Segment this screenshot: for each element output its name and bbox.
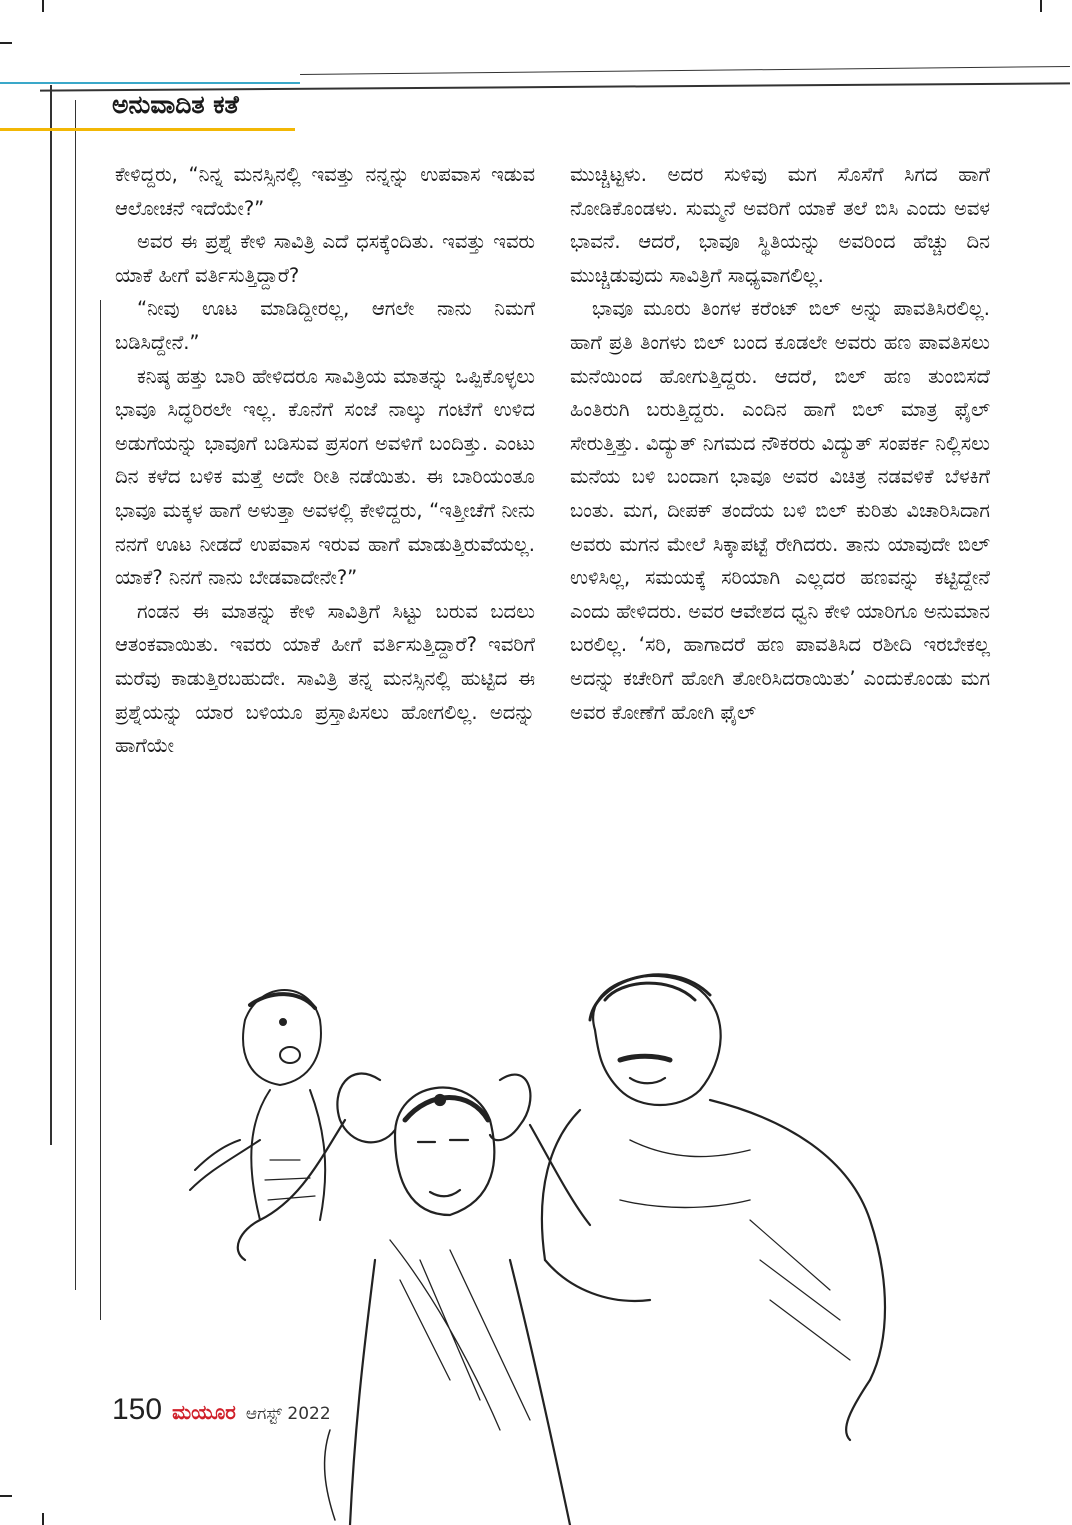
paragraph: ಭಾವೂ ಮೂರು ತಿಂಗಳ ಕರೆಂಟ್ ಬಿಲ್ ಅನ್ನು ಪಾವತಿಸಿರಲಿಲ್ಲ. ಹಾಗೆ ಪ್ರತಿ ತಿಂಗಳು ಬಿಲ್ ಬಂದ ಕೂಡಲೇ ಅವರು ಹಣ ಪಾವತಿಸಲು ಮನೆಯಿಂದ ಹೋಗುತ್ತಿದ್ದರು. ಆದರೆ, ಬಿಲ್ ಹಣ ತುಂಬಿಸದೆ ಹಿಂತಿರುಗಿ ಬರುತ್ತಿದ್ದರು. ಎಂದಿನ ಹಾಗೆ ಬಿಲ್ ಮಾತ್ರ ಫೈಲ್ ಸೇರುತ್ತಿತ್ತು. ವಿದ್ಯುತ್ ನಿಗಮದ ನೌಕರರು ವಿದ್ಯುತ್ ಸಂಪರ್ಕ ನಿಲ್ಲಿಸಲು ಮನೆಯ ಬಳಿ ಬಂದಾಗ ಭಾವೂ ಅವರ ವಿಚಿತ್ರ ನಡವಳಿಕೆ ಬೆಳಕಿಗೆ ಬಂತು. ಮಗ, ದೀಪಕ್ ತಂದೆಯ ಬಳಿ ಬಿಲ್ ಕುರಿತು ವಿಚಾರಿಸಿದಾಗ ಅವರು ಮಗನ ಮೇಲೆ ಸಿಕ್ಕಾಪಟ್ಟೆ ರೇಗಿದರು. ತಾನು ಯಾವುದೇ ಬಿಲ್ ಉಳಿಸಿಲ್ಲ, ಸಮಯಕ್ಕೆ ಸರಿಯಾಗಿ ಎಲ್ಲದರ ಹಣವನ್ನು ಕಟ್ಟಿದ್ದೇನೆ ಎಂದು ಹೇಳಿದರು. ಅವರ ಆವೇಶದ ಧ್ವನಿ ಕೇಳಿ ಯಾರಿಗೂ ಅನುಮಾನ ಬರಲಿಲ್ಲ. ‘ಸರಿ, ಹಾಗಾದರೆ ಹಣ ಪಾವತಿಸಿದ ರಶೀದಿ ಇರಬೇಕಲ್ಲ ಅದನ್ನು ಕಚೇರಿಗೆ ಹೋಗಿ ತೋರಿಸಿದರಾಯಿತು’ ಎಂದುಕೊಂಡು ಮಗ ಅವರ ಕೋಣೆಗೆ ಹೋಗಿ ಫೈಲ್ — [570, 297, 990, 724]
story-illustration — [150, 960, 1070, 1525]
paragraph: ಮುಚ್ಚಿಟ್ಟಳು. ಅದರ ಸುಳಿವು ಮಗ ಸೊಸೆಗೆ ಸಿಗದ ಹಾಗೆ ನೋಡಿಕೊಂಡಳು. ಸುಮ್ಮನೆ ಅವರಿಗೆ ಯಾಕೆ ತಲೆ ಬಿಸಿ ಎಂದು ಅವಳ ಭಾವನೆ. ಆದರೆ, ಭಾವೂ ಸ್ಥಿತಿಯನ್ನು ಅವರಿಂದ ಹೆಚ್ಚು ದಿನ ಮುಚ್ಚಿಡುವುದು ಸಾವಿತ್ರಿಗೆ ಸಾಧ್ಯವಾಗಲಿಲ್ಲ. — [570, 163, 990, 287]
magazine-name: ಮಯೂರ — [172, 1400, 236, 1424]
woman-shouting-figure — [190, 990, 325, 1220]
crop-mark — [42, 0, 44, 12]
woman-holding-head-figure — [238, 1074, 590, 1525]
page-footer — [112, 1393, 331, 1427]
crop-mark — [0, 1495, 12, 1497]
man-shouting-figure — [542, 975, 885, 1440]
header-rule-yellow — [0, 128, 295, 131]
paragraph: ಕೇಳಿದ್ದರು, “ನಿನ್ನ ಮನಸ್ಸಿನಲ್ಲಿ ಇವತ್ತು ನನ್ನನ್ನು ಉಪವಾಸ ಇಡುವ ಆಲೋಚನೆ ಇದೆಯೇ?” — [115, 163, 535, 220]
sketch-frame-left-2 — [75, 100, 76, 1290]
crop-mark — [42, 1513, 44, 1525]
article-column-right — [570, 158, 990, 729]
paragraph: ಅವರ ಈ ಪ್ರಶ್ನೆ ಕೇಳಿ ಸಾವಿತ್ರಿ ಎದೆ ಧಸಕ್ಕೆಂದಿತು. ಇವತ್ತು ಇವರು ಯಾಕೆ ಹೀಗೆ ವರ್ತಿಸುತ್ತಿದ್ದಾರೆ? — [115, 230, 535, 287]
sketch-frame-left-3 — [100, 300, 101, 1320]
page-number: 150 — [112, 1393, 163, 1426]
sketch-frame-top-2 — [300, 66, 1070, 75]
crop-mark — [0, 42, 12, 44]
issue-date: ಆಗಸ್ಟ್ 2022 — [245, 1404, 331, 1424]
paragraph: ಗಂಡನ ಈ ಮಾತನ್ನು ಕೇಳಿ ಸಾವಿತ್ರಿಗೆ ಸಿಟ್ಟು ಬರುವ ಬದಲು ಆತಂಕವಾಯಿತು. ಇವರು ಯಾಕೆ ಹೀಗೆ ವರ್ತಿಸುತ್ತಿದ್ದಾರೆ? ಇವರಿಗೆ ಮರೆವು ಕಾಡುತ್ತಿರಬಹುದೇ. ಸಾವಿತ್ರಿ ತನ್ನ ಮನಸ್ಸಿನಲ್ಲಿ ಹುಟ್ಟಿದ ಈ ಪ್ರಶ್ನೆಯನ್ನು ಯಾರ ಬಳಿಯೂ ಪ್ರಸ್ತಾಪಿಸಲು ಹೋಗಲಿಲ್ಲ. ಅದನ್ನು ಹಾಗೆಯೇ — [115, 599, 535, 758]
paragraph: “ನೀವು ಊಟ ಮಾಡಿದ್ದೀರಲ್ಲ, ಆಗಲೇ ನಾನು ನಿಮಗೆ ಬಡಿಸಿದ್ದೇನೆ.” — [115, 297, 535, 354]
crop-mark — [1040, 0, 1042, 12]
paragraph: ಕನಿಷ್ಠ ಹತ್ತು ಬಾರಿ ಹೇಳಿದರೂ ಸಾವಿತ್ರಿಯ ಮಾತನ್ನು ಒಪ್ಪಿಕೊಳ್ಳಲು ಭಾವೂ ಸಿದ್ಧರಿರಲೇ ಇಲ್ಲ. ಕೊನೆಗೆ ಸಂಜೆ ನಾಲ್ಕು ಗಂಟೆಗೆ ಉಳಿದ ಅಡುಗೆಯನ್ನು ಭಾವೂಗೆ ಬಡಿಸುವ ಪ್ರಸಂಗ ಅವಳಿಗೆ ಬಂದಿತ್ತು. ಎಂಟು ದಿನ ಕಳೆದ ಬಳಿಕ ಮತ್ತೆ ಅದೇ ರೀತಿ ನಡೆಯಿತು. ಈ ಬಾರಿಯಂತೂ ಭಾವೂ ಮಕ್ಕಳ ಹಾಗೆ ಅಳುತ್ತಾ ಅವಳಲ್ಲಿ ಕೇಳಿದ್ದರು, “ಇತ್ತೀಚೆಗೆ ನೀನು ನನಗೆ ಊಟ ನೀಡದೆ ಉಪವಾಸ ಇರುವ ಹಾಗೆ ಮಾಡುತ್ತಿರುವೆಯಲ್ಲ. ಯಾಕೆ? ನಿನಗೆ ನಾನು ಬೇಡವಾದೇನೇ?” — [115, 364, 535, 590]
sketch-frame-left — [50, 85, 52, 1145]
section-title: ಅನುವಾದಿತ ಕತೆ — [112, 90, 239, 119]
article-column-left — [115, 158, 535, 763]
header-rule-cyan — [0, 82, 300, 84]
